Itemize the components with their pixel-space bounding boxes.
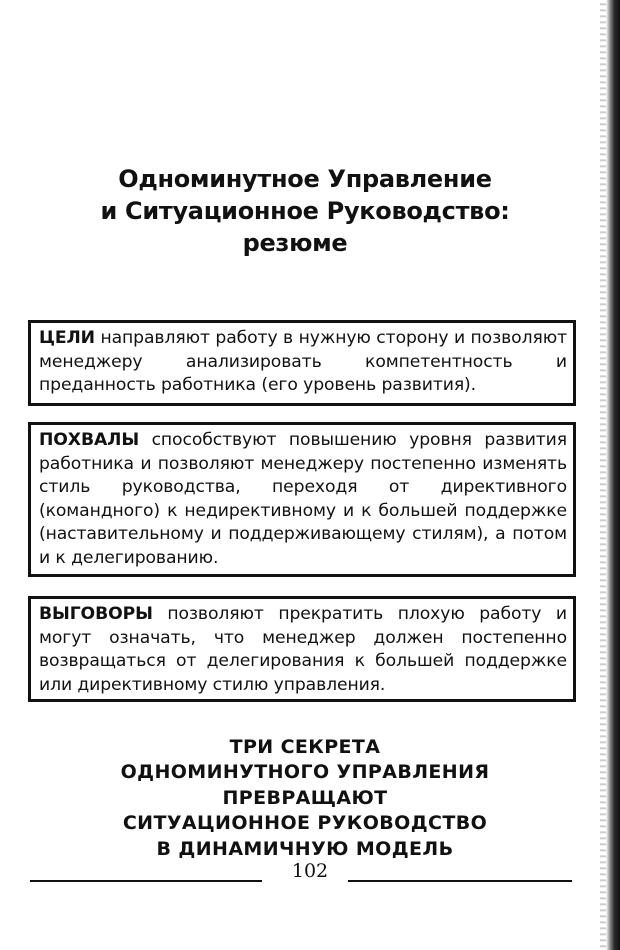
summary-line-1: ТРИ СЕКРЕТА	[229, 736, 381, 758]
summary-line-5: В ДИНАМИЧНУЮ МОДЕЛЬ	[156, 837, 454, 860]
footer-rule-left	[30, 880, 262, 882]
summary-heading	[100, 735, 510, 862]
footer-rule-right	[348, 880, 572, 882]
praisings-text: способствуют повышению уровня развития работника и позволяют менеджеру постепенно изменять стиль руководства, переходя от директивного (командного) к недирективному и к большей поддержке (наставительному и поддерживающему стилям), а потом и к делегированию.	[39, 430, 567, 568]
page-title	[100, 163, 510, 259]
page-edge-shadow	[606, 0, 620, 950]
title-line-2: и Ситуационное Руководство:	[100, 197, 510, 225]
reprimands-box	[28, 596, 576, 702]
goals-text: направляют работу в нужную сторону и позволяют менеджеру анализировать компетентность и преданность работника (его уровень развития).	[39, 328, 567, 395]
reprimands-lead: ВЫГОВОРЫ	[39, 604, 153, 624]
page-number: 102	[291, 860, 329, 882]
goals-box	[28, 320, 576, 406]
summary-line-4: СИТУАЦИОННОЕ РУКОВОДСТВО	[122, 812, 488, 835]
praisings-box	[28, 422, 576, 577]
summary-line-3: ПРЕВРАЩАЮТ	[222, 786, 388, 809]
title-line-1: Одноминутное Управление	[118, 165, 492, 193]
reprimands-text: позволяют прекратить плохую работу и могут означать, что менеджер должен постепенно возвращаться от делегирования к большей поддержке или директивному стилю управления.	[39, 604, 567, 695]
summary-line-2: ОДНОМИНУТНОГО УПРАВЛЕНИЯ	[120, 761, 490, 784]
goals-lead: ЦЕЛИ	[39, 328, 95, 348]
title-line-3: резюме	[242, 229, 348, 257]
praisings-lead: ПОХВАЛЫ	[39, 430, 140, 450]
